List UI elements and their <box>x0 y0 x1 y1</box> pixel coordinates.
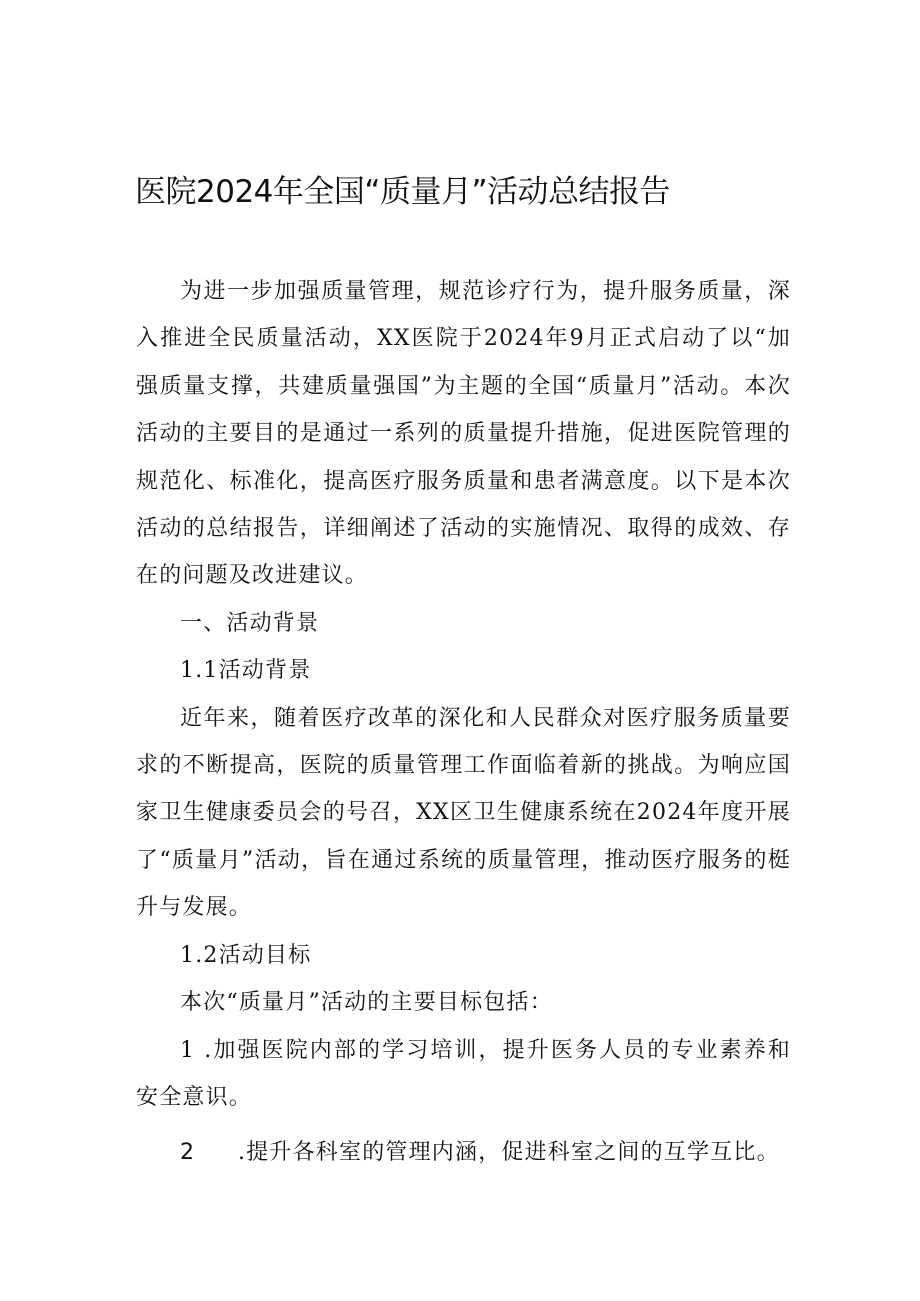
goal-item-2-text: .提升各科室的管理内涵，促进科室之间的互学互比。 <box>238 1140 780 1166</box>
document-body <box>136 268 791 1177</box>
goals-intro-paragraph: 本次“质量月”活动的主要目标包括： <box>180 990 553 1016</box>
background-paragraph: 近年来，随着医疗改革的深化和人民群众对医疗服务质量要求的不断提高，医院的质量管理工作面临着新的挑战。为响应国家卫生健康委员会的号召，XX区卫生健康系统在2024年度开展了“质量月”活动，旨在通过系统的质量管理，推动医疗服务的梃升与发展。 <box>136 705 791 921</box>
goal-item-2-number: 2 <box>180 1140 194 1166</box>
subsection-heading-1-2: 1.2活动目标 <box>180 942 312 968</box>
subsection-heading-1-1: 1.1活动背景 <box>180 658 312 684</box>
document-title: 医院2024年全国“质量月”活动总结报告 <box>135 174 671 210</box>
goal-item-1: 1 .加强医院内部的学习培训，提升医务人员的专业素养和安全意识。 <box>136 1037 791 1110</box>
section-heading-background: 一、活动背景 <box>180 610 320 636</box>
goal-item-2 <box>136 1129 791 1176</box>
intro-paragraph: 为进一步加强质量管理，规范诊疗行为，提升服务质量，深入推进全民质量活动，XX医院于2024年9月正式启动了以“加强质量支撑，共建质量强国”为主题的全国“质量月”活动。本次活动的主要目的是通过一系列的质量提升措施，促进医院管理的规范化、标准化，提高医疗服务质量和患者满意度。以下是本次活动的总结报告，详细阐述了活动的实施情况、取得的成效、存在的问题及改进建议。 <box>136 279 791 589</box>
